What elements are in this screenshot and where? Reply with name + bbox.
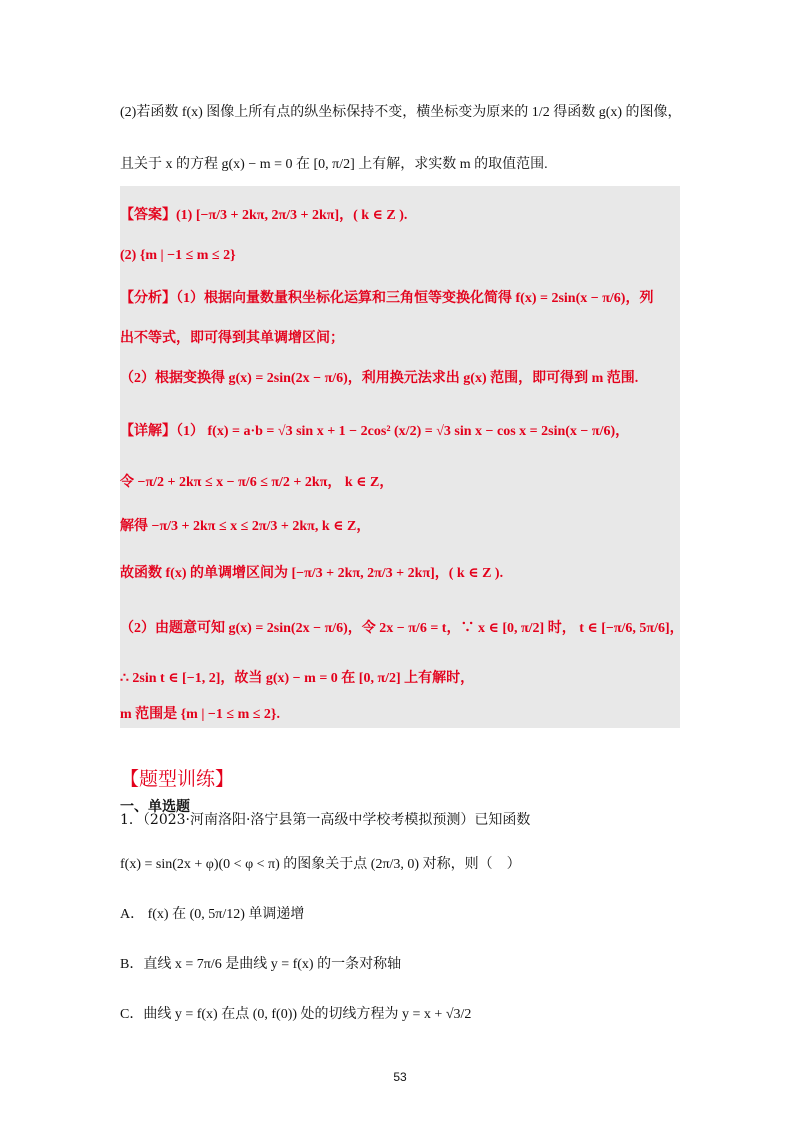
problem1-line1: 1．（2023·河南洛阳·洛宁县第一高级中学校考模拟预测）已知函数	[120, 812, 531, 828]
option-b: B．直线 x = 7π/6 是曲线 y = f(x) 的一条对称轴	[120, 957, 402, 972]
analysis-line2: 出不等式，即可得到其单调增区间；	[120, 330, 344, 346]
answer-part1: 【答案】(1) [−π/3 + 2kπ, 2π/3 + 2kπ]，( k ∈ Z ).	[120, 208, 408, 223]
answer-box	[120, 186, 680, 728]
answer-part2: (2) {m | −1 ≤ m ≤ 2}	[120, 248, 236, 263]
detail-line4: 故函数 f(x) 的单调增区间为 [−π/3 + 2kπ, 2π/3 + 2kπ]，( k ∈ Z ).	[120, 566, 504, 581]
detail-line6: ∴ 2sin t ∈ [−1, 2]，故当 g(x) − m = 0 在 [0, π/2] 上有解时，	[120, 671, 475, 686]
detail-line2: 令 −π/2 + 2kπ ≤ x − π/6 ≤ π/2 + 2kπ， k ∈ Z，	[120, 475, 394, 490]
option-a: A． f(x) 在 (0, 5π/12) 单调递增	[120, 907, 305, 922]
analysis-line3: （2）根据变换得 g(x) = 2sin(2x − π/6)，利用换元法求出 g(x) 范围，即可得到 m 范围.	[120, 371, 639, 386]
detail-line5: （2）由题意可知 g(x) = 2sin(2x − π/6)，令 2x − π/6 = t，∵ x ∈ [0, π/2] 时， t ∈ [−π/6, 5π/6]，	[120, 621, 684, 636]
page-number: 53	[393, 1070, 407, 1084]
problem1-line2: f(x) = sin(2x + φ)(0 < φ < π) 的图象关于点 (2π/3, 0) 对称，则（ ）	[120, 857, 521, 872]
question2-line2: 且关于 x 的方程 g(x) − m = 0 在 [0, π/2] 上有解，求实数 m 的取值范围.	[120, 157, 548, 172]
question2-line1: (2)若函数 f(x) 图像上所有点的纵坐标保持不变，横坐标变为原来的 1/2 得函数 g(x) 的图像，	[120, 105, 682, 120]
subsection-title: 一、单选题	[120, 799, 190, 815]
detail-line7: m 范围是 {m | −1 ≤ m ≤ 2}.	[120, 707, 280, 722]
detail-line3: 解得 −π/3 + 2kπ ≤ x ≤ 2π/3 + 2kπ, k ∈ Z，	[120, 519, 371, 534]
analysis-line1: 【分析】（1）根据向量数量积坐标化运算和三角恒等变换化简得 f(x) = 2sin(x − π/6)，列	[120, 291, 654, 306]
section-title: 【题型训练】	[120, 768, 235, 790]
option-c: C．曲线 y = f(x) 在点 (0, f(0)) 处的切线方程为 y = x + √3/2	[120, 1007, 472, 1022]
detail-line1: 【详解】（1） f(x) = a·b = √3 sin x + 1 − 2cos² (x/2) = √3 sin x − cos x = 2sin(x − π/6)，	[120, 424, 630, 439]
